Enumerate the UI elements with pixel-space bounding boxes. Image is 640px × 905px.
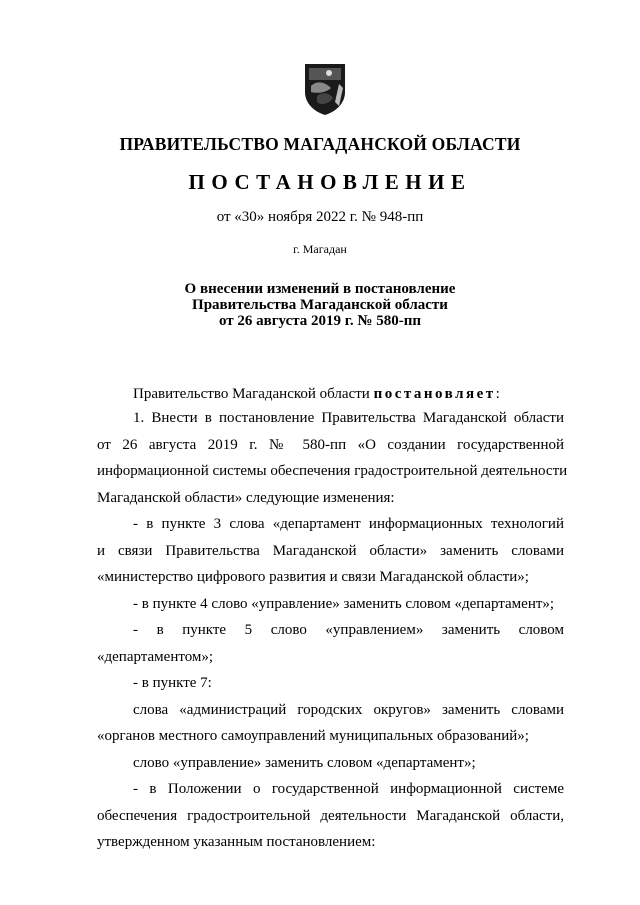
preamble [133,385,500,403]
body-line: утвержденном указанным постановлением: [97,834,376,850]
body-line: - в пункте 5 слово «управлением» заменить словом [133,622,564,638]
body-line: «департаментом»; [97,649,214,665]
government-name: ПРАВИТЕЛЬСТВО МАГАДАНСКОЙ ОБЛАСТИ [119,134,521,154]
document-title-line: от 26 августа 2019 г. № 580-пп [218,313,422,329]
body-line: от 26 августа 2019 г. № 580-пп «О создании государственной [97,437,564,453]
body-line: слова «администраций городских округов» заменить словами [133,702,564,718]
body-line: - в пункте 3 слова «департамент информационных технологий [133,516,564,532]
document-title-line: О внесении изменений в постановление [184,281,456,297]
body-line: и связи Правительства Магаданской области» заменить словами [97,543,564,559]
preamble-colon: : [495,386,500,402]
preamble-text: Правительство Магаданской области [133,386,370,402]
body-line: 1. Внести в постановление Правительства Магаданской области [133,410,564,426]
document-title-line: Правительства Магаданской области [192,297,448,313]
body-line: - в пункте 7: [133,675,212,691]
magadan-coat-of-arms-icon [303,62,347,116]
body-line: - в Положении о государственной информационной системе [133,781,564,797]
body-line: «органов местного самоуправлений муниципальных образований»; [97,728,529,744]
body-line: - в пункте 4 слово «управление» заменить словом «департамент»; [133,596,555,612]
body-line: «министерство цифрового развития и связи Магаданской области»; [97,569,529,585]
document-date-number: от «30» ноября 2022 г. № 948-пп [216,209,424,225]
preamble-verb: постановляет [373,386,496,402]
body-line: слово «управление» заменить словом «департамент»; [133,755,476,771]
body-line: информационной системы обеспечения градостроительной деятельности [97,463,568,479]
body-line: Магаданской области» следующие изменения: [97,490,395,506]
body-line: обеспечения градостроительной деятельности Магаданской области, [97,808,564,824]
city-name: г. Магадан [293,242,347,256]
document-type: ПОСТАНОВЛЕНИЕ [188,170,472,194]
